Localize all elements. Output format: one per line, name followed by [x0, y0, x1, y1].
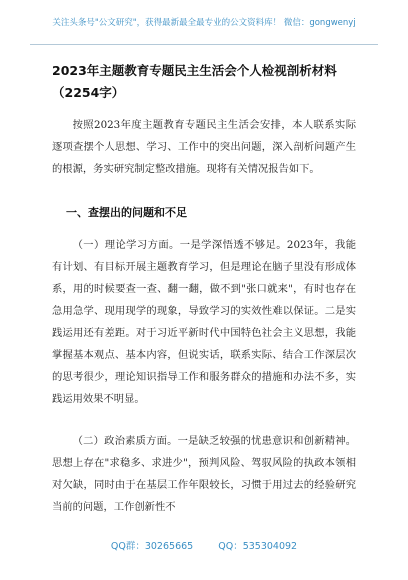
- footer-contact: [0, 538, 408, 552]
- intro-paragraph: 按照2023年度主题教育专题民主生活会安排，本人联系实际逐项查摆个人思想、学习、工作中的突出问题，深入剖析问题产生的根源，务实研究制定整改措施。现将有关情况报告如下。: [52, 119, 356, 175]
- paragraph-theory-study: （一）理论学习方面。一是学深悟透不够足。2023年，我能有计划、有目标开展主题教育学习，但是理论在脑子里没有形成体系，用的时候要查一查、翻一翻，做不到"张口就来"，有时也存在急用急学、现用现学的现象，导致学习的实效性难以保证。二是实践运用还有差距。对于习近平新时代中国特色社会主义思想，我能掌握基本观点、基本内容，但说实话，联系实际、结合工作深层次的思考很少，理论知识指导工作和服务群众的措施和办法不多，实践运用效果不明显。: [52, 239, 356, 405]
- footer-qq: QQ：535304092: [218, 541, 298, 552]
- footer-qq-group: QQ群：30265665: [110, 541, 194, 552]
- header-divider: [30, 44, 378, 45]
- section-heading: 一、查摆出的问题和不足: [66, 206, 187, 219]
- paragraph-political-quality: （二）政治素质方面。一是缺乏较强的忧患意识和创新精神。思想上存在"求稳多、求进少"，预判风险、驾驭风险的执政本领相对欠缺，同时由于在基层工作年限较长，习惯于用过去的经验研究当前的问题，工作创新性不: [52, 435, 356, 513]
- header-banner: 关注头条号"公文研究"，获得最新最全最专业的公文资料库！ 微信：gongwenyj: [52, 18, 356, 28]
- document-title: 2023年主题教育专题民主生活会个人检视剖析材料（2254字）: [52, 63, 337, 100]
